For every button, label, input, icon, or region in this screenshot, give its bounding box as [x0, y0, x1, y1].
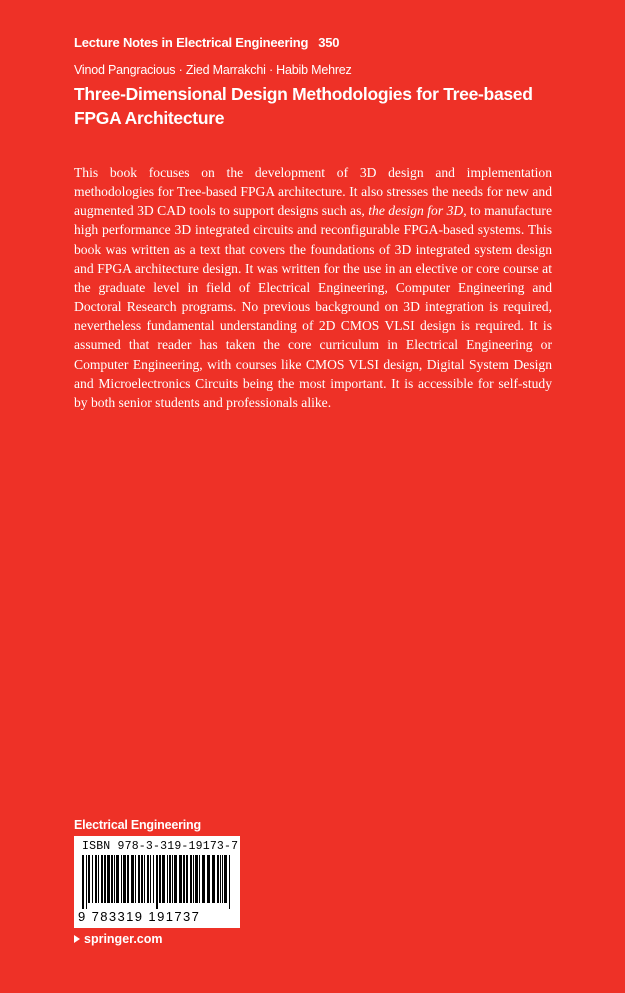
barcode-bar — [156, 855, 158, 909]
barcode-bar — [179, 855, 182, 903]
barcode-bar — [172, 855, 173, 903]
barcode-bar — [153, 855, 154, 903]
barcode-bar — [150, 855, 151, 903]
barcode-bar — [101, 855, 103, 903]
barcode-bar — [159, 855, 161, 903]
description-part-1: This book focuses on the development of 3D design and implementation methodologies for Tree-based FPGA architecture. It also stresses the needs for new and augmented 3D CAD tools to support designs such as, — [74, 165, 552, 219]
barcode-bar — [167, 855, 168, 903]
barcode-bar — [95, 855, 97, 903]
barcode-bar — [190, 855, 192, 903]
barcode-bar — [114, 855, 115, 903]
barcode-bar — [121, 855, 122, 903]
barcode-bar — [224, 855, 227, 903]
barcode-digits: 9 783319 191737 — [78, 909, 201, 924]
barcode-bar — [193, 855, 194, 903]
subject-category: Electrical Engineering — [74, 818, 201, 832]
barcode-bar — [222, 855, 223, 903]
barcode-bar — [229, 855, 230, 909]
series-line — [74, 35, 339, 50]
barcode-bar — [144, 855, 145, 903]
description-part-2: , to manufacture high performance 3D integrated circuits and reconfigurable FPGA-based systems. This book was written as a text that covers the foundations of 3D integrated system design and FPGA architecture design. It was written for the use in an elective or core course at the graduate level in field of Electrical Engineering, Computer Engineering and Doctoral Research programs. No previous background on 3D integration is required, nevertheless fundamental understanding of 2D CMOS VLSI design is required. It is assumed that reader has taken the core curriculum in Electrical Engineering or Computer Engineering, with courses like CMOS VLSI design, Digital System Design and Microelectronics Circuits being the most important. It is accessible for self-study by both senior students and professionals alike. — [74, 203, 552, 410]
barcode-bar — [162, 855, 165, 903]
barcode-bar — [111, 855, 113, 903]
triangle-right-icon — [74, 935, 80, 943]
book-title: Three-Dimensional Design Methodologies for Tree-based FPGA Architecture — [74, 84, 533, 128]
book-description — [74, 163, 552, 412]
barcode-bar — [220, 855, 221, 903]
barcode-bar — [169, 855, 171, 903]
barcode-bar — [82, 855, 84, 909]
barcode-bar — [141, 855, 143, 903]
description-italic: the design for 3D — [368, 203, 464, 219]
barcode-bar — [86, 855, 87, 909]
barcode-bar — [147, 855, 149, 903]
barcode-bar — [199, 855, 200, 903]
website-url: springer.com — [84, 932, 163, 946]
barcode-bar — [174, 855, 177, 903]
barcode-bar — [98, 855, 99, 903]
barcode-bar — [123, 855, 126, 903]
barcode-bar — [131, 855, 134, 903]
isbn-number: ISBN 978-3-319-19173-7 — [82, 840, 239, 853]
barcode-bar — [127, 855, 129, 903]
barcode-bar — [88, 855, 90, 903]
barcode-bar — [116, 855, 119, 903]
barcode-bar — [107, 855, 110, 903]
barcode-bar — [92, 855, 93, 903]
barcode-bar — [104, 855, 106, 903]
barcode-bars — [80, 855, 234, 909]
barcode-bar — [217, 855, 219, 903]
website-link[interactable] — [74, 932, 163, 946]
barcode-bar — [212, 855, 215, 903]
barcode-bar — [186, 855, 188, 903]
series-name: Lecture Notes in Electrical Engineering — [74, 35, 309, 50]
barcode-bar — [195, 855, 198, 903]
barcode-bar — [138, 855, 140, 903]
barcode-bar — [202, 855, 205, 903]
barcode-bar — [207, 855, 210, 903]
authors: Vinod Pangracious · Zied Marrakchi · Habib Mehrez — [74, 63, 352, 77]
barcode-bar — [135, 855, 136, 903]
barcode-bar — [183, 855, 185, 903]
series-volume: 350 — [318, 35, 340, 50]
isbn-barcode — [74, 836, 240, 928]
